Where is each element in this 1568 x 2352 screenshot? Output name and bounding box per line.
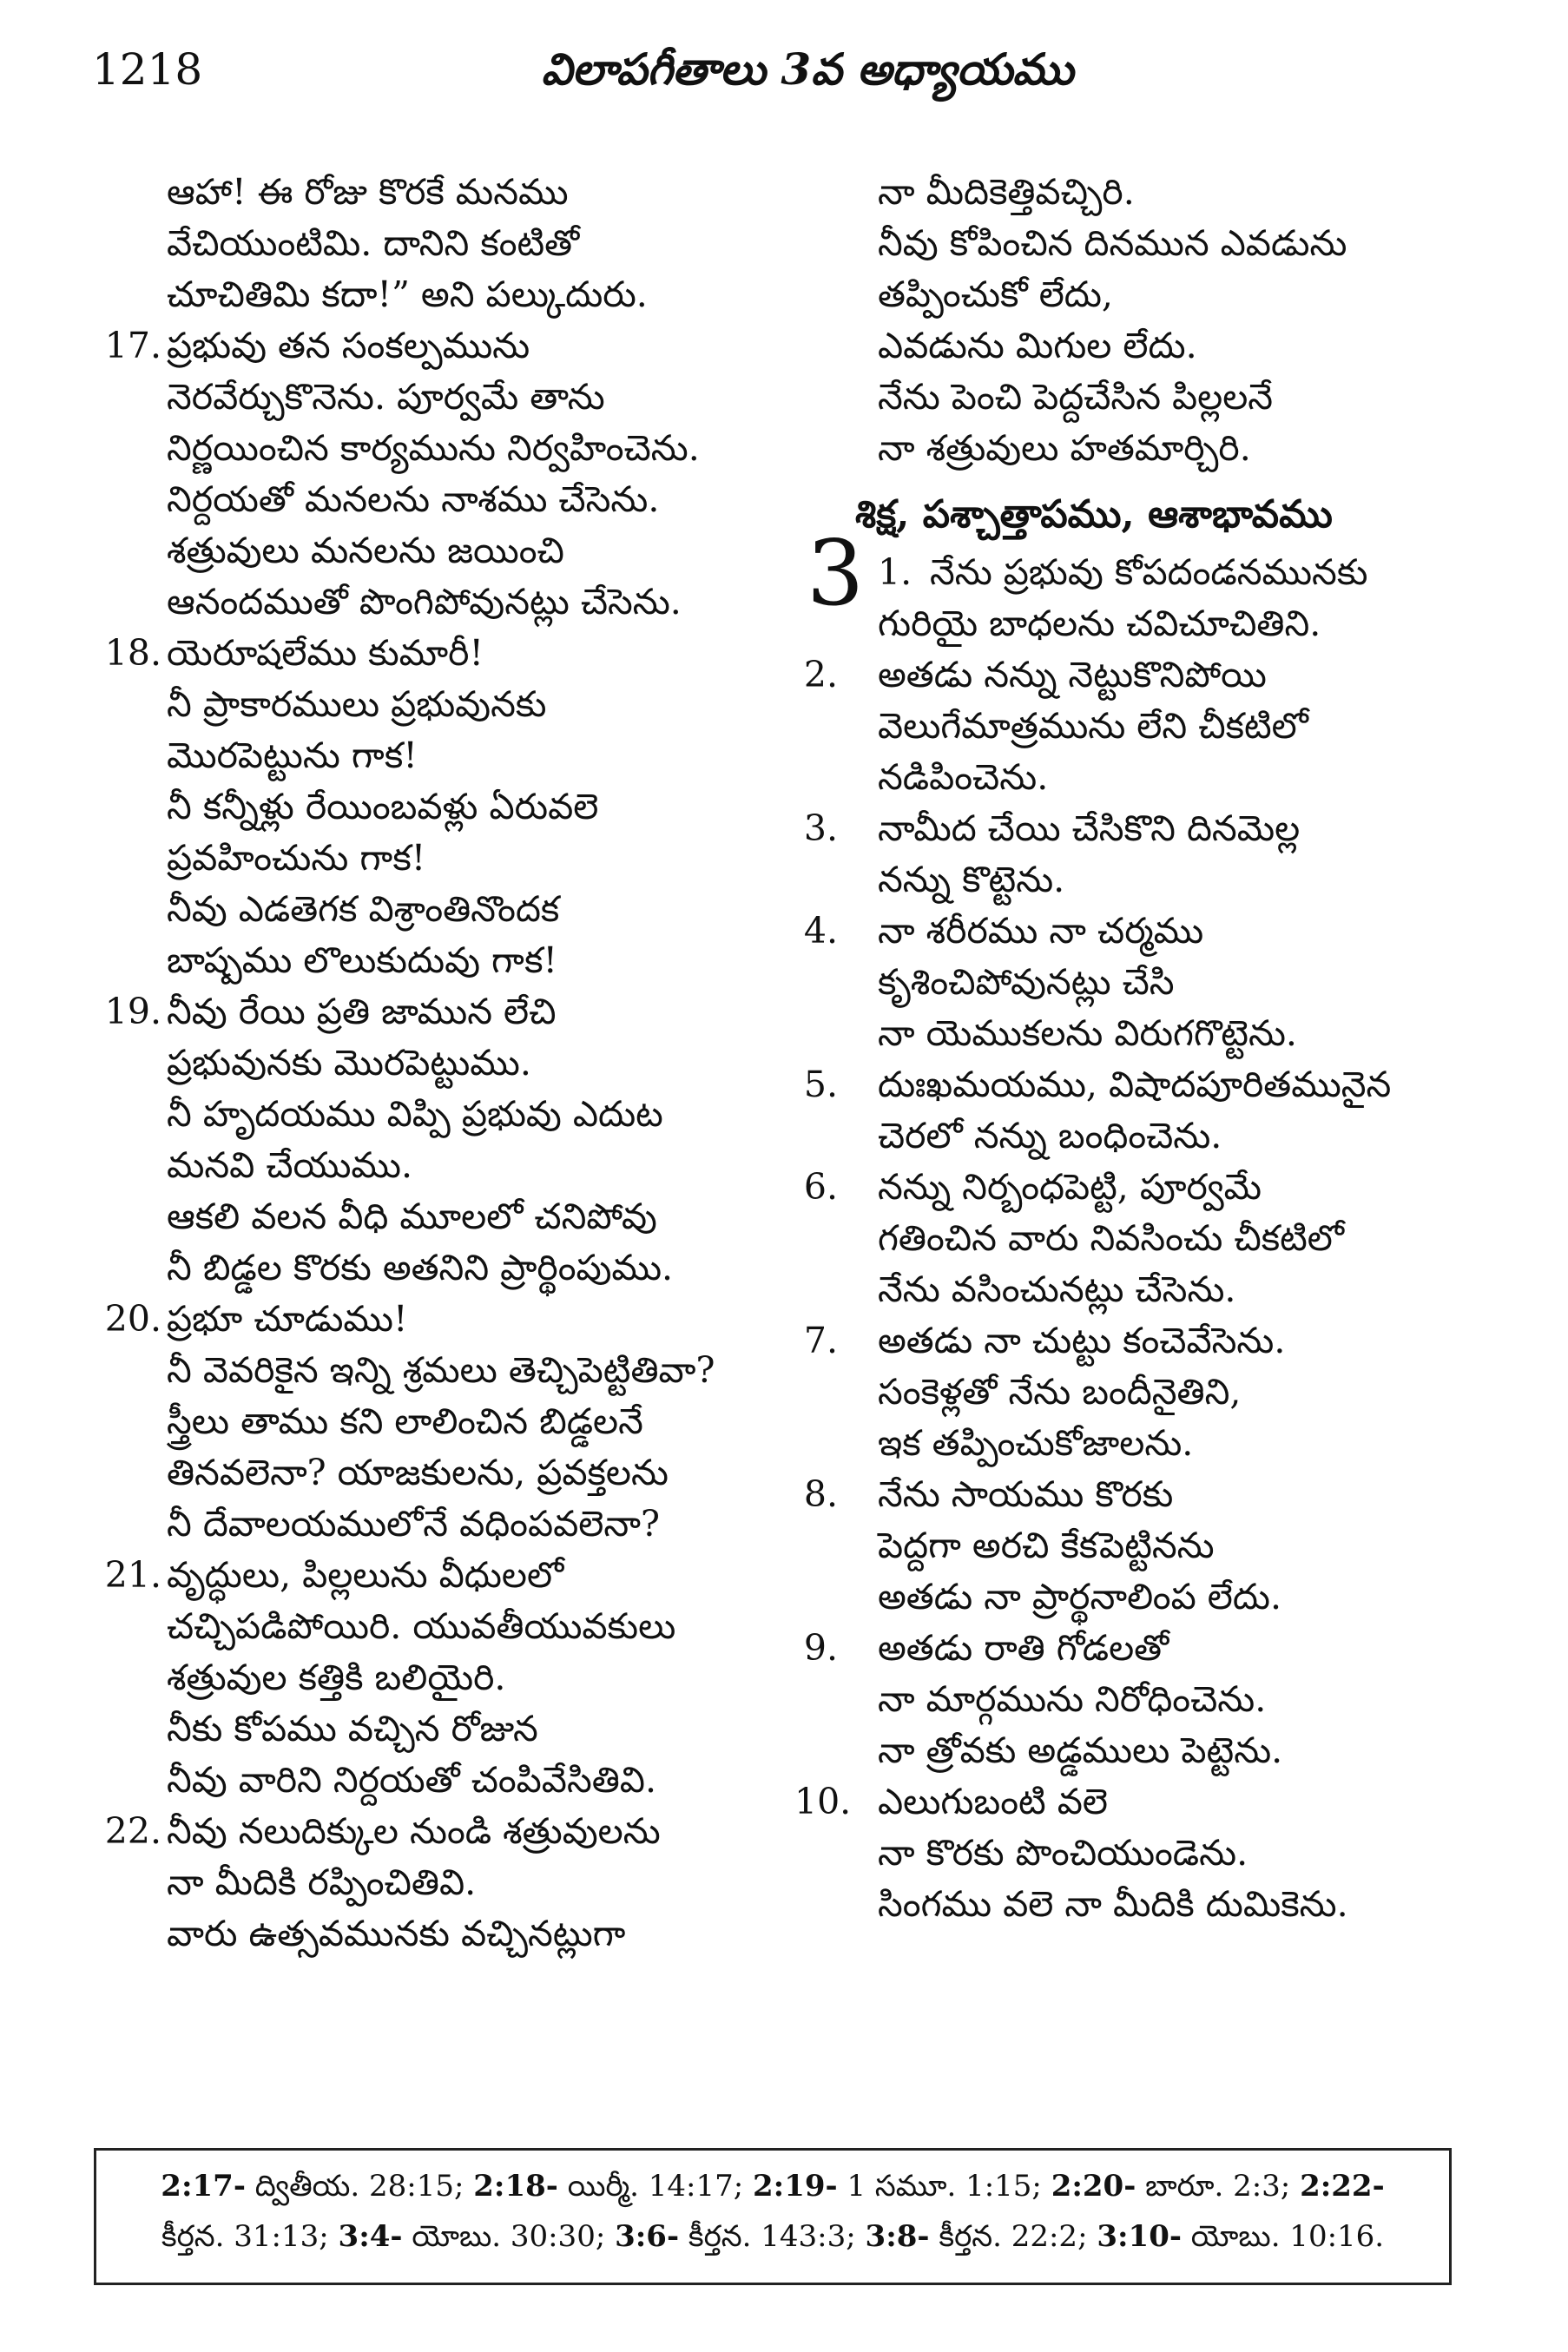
verse-line [83, 884, 795, 935]
verse-text: నా మార్గమును నిరోధించెను. [878, 1678, 1267, 1720]
verse-line [83, 781, 795, 833]
verse-text: మనవి చేయుము. [167, 1144, 413, 1186]
verse-number: 17. [104, 325, 161, 366]
verse-line: తప్పించుకో లేదు, [878, 273, 1113, 315]
verse-text: ఆనందముతో పొంగిపోవునట్లు చేసెను. [167, 581, 682, 623]
verse-line [83, 1857, 795, 1908]
footnote-ref: 3:6- [615, 2219, 680, 2254]
verse-line [83, 525, 795, 576]
verse-text: నీవు రేయి ప్రతి జామున లేచి [167, 991, 557, 1032]
verse-text: గురియై బాధలను చవిచూచితిని. [878, 603, 1321, 644]
footnote-ref: 2:17- [161, 2169, 246, 2204]
footnote-text: ద్వితీయ. 28:15; [245, 2169, 474, 2204]
footnote-text: యోబు. 30:30; [402, 2219, 616, 2254]
page-number: 1218 [92, 44, 203, 95]
verse-line [83, 730, 795, 781]
verse-text: అతడు నన్ను నెట్టుకొనిపోయి [878, 654, 1267, 695]
verse-number: 2. [803, 654, 838, 695]
verse-number: 8. [803, 1473, 838, 1515]
footnote-text: బారూ. 2:3; [1136, 2169, 1301, 2204]
verse-line [83, 372, 795, 423]
verse-line [794, 1059, 1515, 1110]
verse-number: 19. [104, 991, 161, 1032]
verse-line [83, 1908, 795, 1960]
footnote-ref: 2:22- [1300, 2169, 1385, 2204]
footnote-ref: 3:8- [865, 2219, 930, 2254]
verse-line [794, 1110, 1515, 1162]
footnote-box [94, 2148, 1452, 2285]
verse-line [794, 1264, 1515, 1315]
verse-text: వేచియుంటిమి. దానిని కంటితో [167, 222, 580, 264]
verse-line: నీవు కోపించిన దినమున ఎవడును [878, 222, 1347, 264]
verse-text: ఎలుగుబంటి వలె [878, 1781, 1108, 1822]
verse-text: నీ వెవరికైన ఇన్ని శ్రమలు తెచ్చిపెట్టితివా? [167, 1349, 715, 1391]
verse-line [794, 1162, 1515, 1213]
verse-text: నీవు వారిని నిర్దయతో చంపివేసితివి. [167, 1759, 656, 1801]
verse-line [794, 1213, 1515, 1264]
verse-text: నామీద చేయి చేసికొని దినమెల్ల [878, 807, 1301, 849]
verse-line: ఎవడును మిగుల లేదు. [878, 325, 1197, 366]
verse-number: 9. [803, 1627, 838, 1669]
verse-line [794, 701, 1515, 752]
verse-line [794, 1367, 1515, 1418]
verse-text: నడిపించెను. [878, 756, 1049, 798]
verse-number: 5. [803, 1064, 838, 1105]
verse-number: 4. [803, 910, 838, 952]
verse-number: 20. [104, 1298, 161, 1340]
verse-number: 22. [104, 1810, 161, 1852]
footnote-text: కీర్తన. 22:2; [929, 2219, 1097, 2254]
verse-line [794, 1571, 1515, 1623]
footnote-line [122, 2161, 1423, 2211]
verse-line [794, 803, 1515, 854]
verse-line [794, 1674, 1515, 1725]
verse-text: బాష్పము లొలుకుదువు గాక! [167, 939, 557, 981]
verse-line [794, 1315, 1515, 1367]
verse-text: దుఃఖమయము, విషాదపూరితమునైన [878, 1064, 1392, 1105]
verse-text: వారు ఉత్సవమునకు వచ్చినట్లుగా [167, 1913, 626, 1954]
verse-line [83, 628, 795, 679]
left-column [83, 167, 795, 1960]
verse-line [83, 320, 795, 372]
verse-text: చూచితిమి కదా!” అని పల్కుదురు. [167, 273, 648, 315]
verse-line [794, 957, 1515, 1008]
verse-line [83, 423, 795, 474]
verse-text: అతడు నా ప్రార్థనాలింప లేదు. [878, 1576, 1281, 1617]
verse-text: నిర్దయతో మనలను నాశము చేసెను. [167, 478, 660, 520]
verse-text: నీ బిడ్డల కొరకు అతనిని ప్రార్థింపుము. [167, 1247, 674, 1288]
verse-line [83, 1703, 795, 1755]
verse-line [794, 752, 1515, 803]
verse-line [794, 1469, 1515, 1520]
verse-text: నెరవేర్చుకొనెను. పూర్వమే తాను [167, 376, 605, 418]
footnote-ref: 3:4- [338, 2219, 403, 2254]
verse-text: ప్రభూ చూడుము! [167, 1298, 408, 1340]
verse-text: చచ్చిపడిపోయిరి. యువతీయువకులు [167, 1605, 676, 1647]
footnote-text: యోబు. 10:16. [1181, 2219, 1385, 2254]
verse-line [83, 833, 795, 884]
verse-text: నన్ను కొట్టెను. [878, 859, 1065, 900]
verse-line [794, 1725, 1515, 1776]
verse-text: తినవలెనా? యాజకులను, ప్రవక్తలను [167, 1452, 669, 1493]
verse-line [83, 1140, 795, 1191]
verse-line [794, 906, 1515, 957]
verse-line [794, 1879, 1515, 1930]
verse-line [794, 1520, 1515, 1571]
verse-line [83, 474, 795, 525]
footnote-ref: 2:19- [753, 2169, 838, 2204]
footnote-text: కీర్తన. 143:3; [679, 2219, 866, 2254]
verse-line [83, 1499, 795, 1550]
verse-number: 21. [104, 1554, 161, 1596]
verse-text: చెరలో నన్ను బంధించెను. [878, 1115, 1222, 1156]
verse-number: 18. [104, 632, 161, 674]
verse-text: నీ ప్రాకారములు ప్రభువునకు [167, 683, 547, 725]
verse-text: నీ కన్నీళ్లు రేయింబవళ్లు ఏరువలె [167, 786, 599, 827]
right-column [794, 167, 1515, 1930]
verse-text: నీవు నలుదిక్కుల నుండి శత్రువులను [167, 1810, 661, 1852]
verse-number: 3. [803, 807, 838, 849]
footnote-text: యిర్మీ. 14:17; [557, 2169, 754, 2204]
verse-line [83, 1191, 795, 1242]
verse-line [83, 269, 795, 320]
verse-line [794, 598, 1515, 649]
verse-text: అతడు నా చుట్టు కంచెవేసెను. [878, 1320, 1286, 1361]
footnote-ref: 3:10- [1097, 2219, 1182, 2254]
verse-line [83, 1089, 795, 1140]
verse-text: నన్ను నిర్బంధపెట్టి, పూర్వమే [878, 1166, 1262, 1208]
verse-line [794, 1623, 1515, 1674]
verse-text: సింగము వలె నా మీదికి దుమికెను. [878, 1883, 1348, 1925]
verse-text: నా త్రోవకు అడ్డములు పెట్టెను. [878, 1729, 1283, 1771]
verse-line [83, 1601, 795, 1652]
verse-text: నీకు కోపము వచ్చిన రోజున [167, 1708, 538, 1749]
verse-text: ప్రభువు తన సంకల్పమును [167, 325, 530, 366]
verse-text: యెరూషలేము కుమారీ! [167, 632, 484, 674]
verse-line [794, 1418, 1515, 1469]
verse-line [83, 1652, 795, 1703]
verse-number: 7. [803, 1320, 838, 1361]
verse-text: అతడు రాతి గోడలతో [878, 1627, 1169, 1669]
verse-line: నేను పెంచి పెద్దచేసిన పిల్లలనే [878, 376, 1274, 418]
verse-line [83, 1242, 795, 1294]
verse-text: నేను ప్రభువు కోపదండనమునకు [930, 551, 1368, 593]
footnote-ref: 2:18- [473, 2169, 558, 2204]
verse-text: నీ హృదయము విప్పి ప్రభువు ఎదుట [167, 1093, 663, 1135]
verse-text: నా యెముకలను విరుగగొట్టెను. [878, 1012, 1297, 1054]
verse-text: కృశించిపోవునట్లు చేసి [878, 961, 1175, 1003]
chapter-number: 3 [807, 520, 865, 626]
verse-text: నీవు ఎడతెగక విశ్రాంతినొందక [167, 888, 560, 930]
verse-line: నా శత్రువులు హతమార్చిరి. [878, 427, 1251, 469]
footnote-line [122, 2211, 1423, 2262]
verse-line [83, 1294, 795, 1345]
verse-text: సంకెళ్లతో నేను బందీనైతిని, [878, 1371, 1242, 1413]
verse-line [83, 1755, 795, 1806]
verse-text: నా మీదికి రప్పించితివి. [167, 1861, 477, 1903]
verse-text: పెద్దగా అరచి కేకపెట్టినను [878, 1525, 1215, 1566]
verse-text: నేను వసించునట్లు చేసెను. [878, 1268, 1236, 1310]
section-heading: శిక్ష, పశ్చాత్తాపము, ఆశాభావము [855, 492, 1333, 537]
verse-number: 1. [878, 551, 912, 593]
verse-text: వెలుగేమాత్రమును లేని చీకటిలో [878, 705, 1308, 747]
verse-line [83, 1396, 795, 1447]
verse-text: ఇక తప్పించుకోజాలను. [878, 1422, 1194, 1464]
verse-text: ఆకలి వలన వీధి మూలలో చనిపోవు [167, 1196, 657, 1237]
verse-text: ఆహా! ఈ రోజు కొరకే మనము [167, 171, 569, 213]
verse-line [83, 218, 795, 269]
verse-text: గతించిన వారు నివసించు చీకటిలో [878, 1217, 1345, 1259]
verse-line [83, 935, 795, 986]
verse-text: వృద్ధులు, పిల్లలును వీధులలో [167, 1554, 564, 1596]
verse-line: నా మీదికెత్తివచ్చిరి. [878, 171, 1135, 213]
verse-text: నా కొరకు పొంచియుండెను. [878, 1832, 1248, 1874]
verse-line [83, 1038, 795, 1089]
verse-number: 10. [794, 1781, 852, 1822]
footnote-text: 1 సమూ. 1:15; [837, 2169, 1051, 2204]
verse-text: నిర్ణయించిన కార్యమును నిర్వహించెను. [167, 427, 700, 469]
verse-text: స్త్రీలు తాము కని లాలించిన బిడ్డలనే [167, 1400, 643, 1442]
verse-line [83, 1345, 795, 1396]
verse-line [83, 986, 795, 1038]
verse-line [83, 167, 795, 218]
verse-text: ప్రవహించును గాక! [167, 837, 426, 879]
verse-number: 6. [803, 1166, 838, 1208]
verse-text: నా శరీరము నా చర్మము [878, 910, 1204, 952]
verse-line [83, 679, 795, 730]
verse-line [83, 576, 795, 628]
verse-line [794, 1776, 1515, 1828]
verse-text: శత్రువులు మనలను జయించి [167, 530, 564, 571]
verse-line [794, 854, 1515, 906]
verse-line [83, 1806, 795, 1857]
verse-text: ప్రభువునకు మొరపెట్టుము. [167, 1042, 531, 1084]
running-title: విలాపగీతాలు 3వ అధ్యాయము [541, 43, 1074, 95]
verse-text: నీ దేవాలయములోనే వధింపవలెనా? [167, 1503, 660, 1545]
verse-line [794, 1828, 1515, 1879]
verse-line [794, 649, 1515, 701]
verse-line [83, 1447, 795, 1499]
verse-text: మొరపెట్టును గాక! [167, 735, 418, 776]
verse-line [794, 1008, 1515, 1059]
verse-text: నేను సాయము కొరకు [878, 1473, 1174, 1515]
verse-text: శత్రువుల కత్తికి బలియైరి. [167, 1657, 506, 1698]
footnote-text: కీర్తన. 31:13; [161, 2219, 339, 2254]
verse-line [83, 1550, 795, 1601]
footnote-ref: 2:20- [1051, 2169, 1136, 2204]
